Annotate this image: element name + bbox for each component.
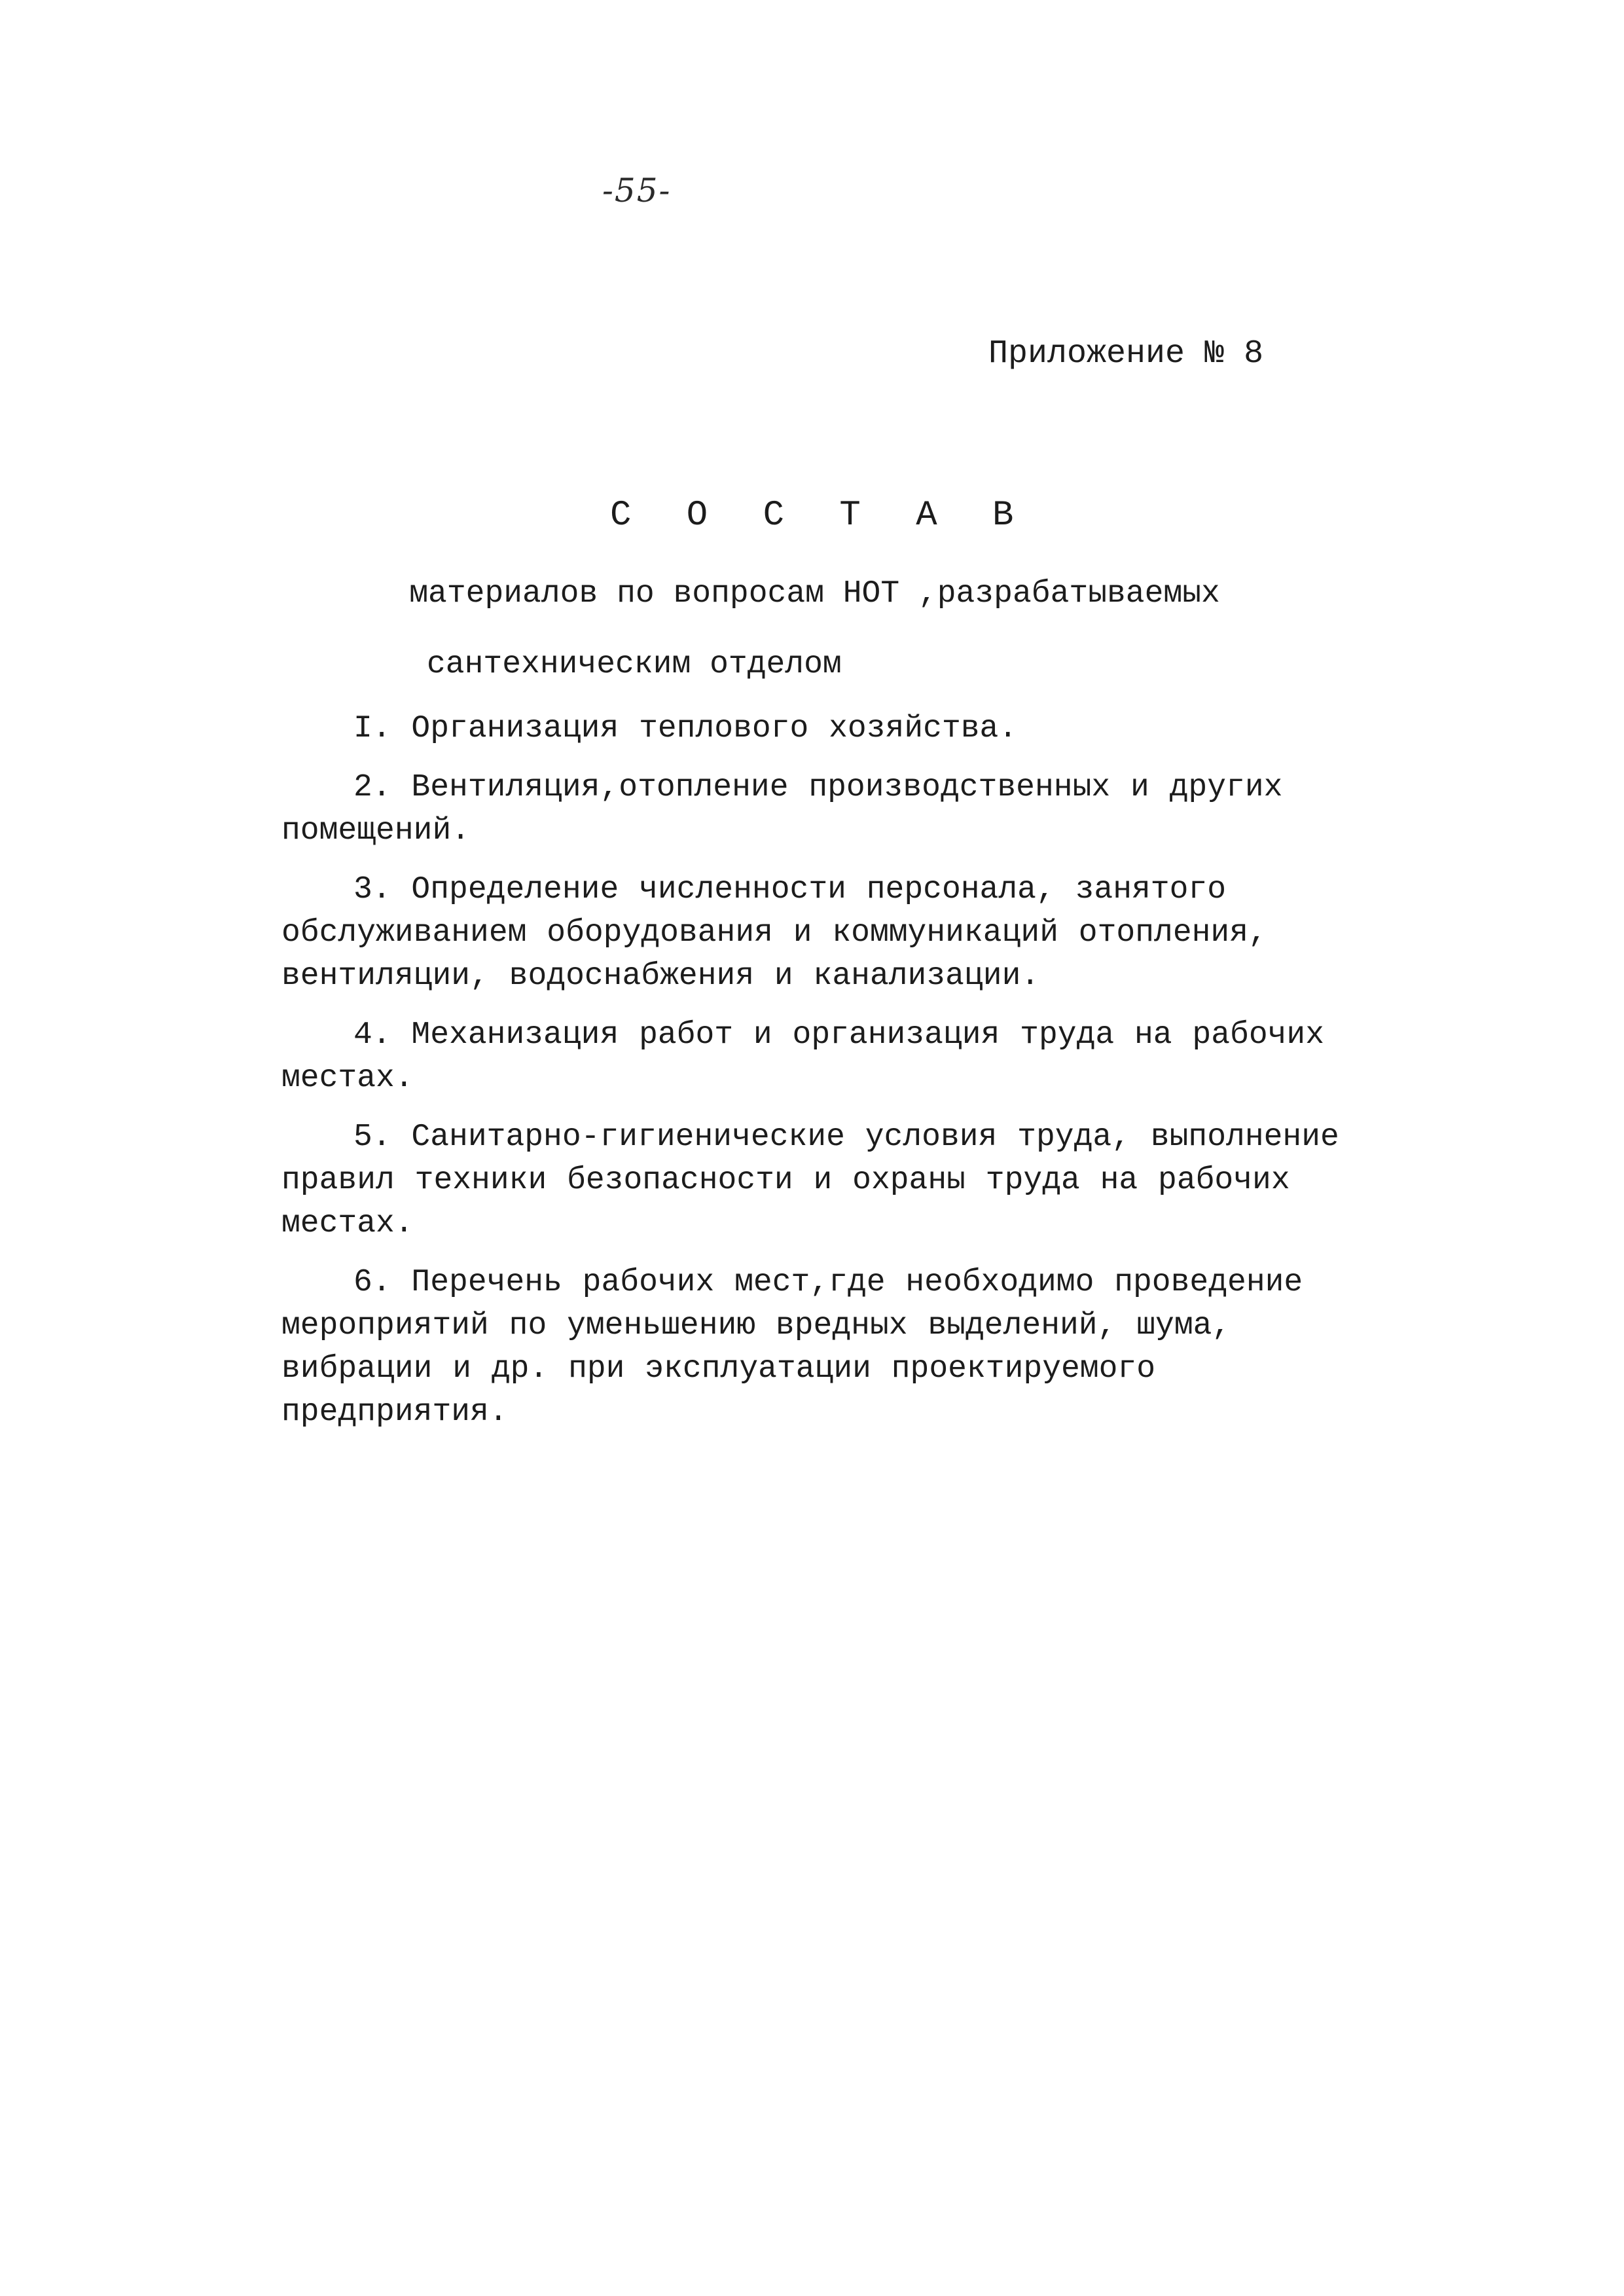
list-item: 6. Перечень рабочих мест,где необходимо проведение мероприятий по уменьшению вредных выделений, шума, вибрации и др. при эксплуатации проектируемого предприятия. [281, 1265, 1303, 1430]
list-item: I. Организация теплового хозяйства. [353, 711, 1018, 746]
list-item: 2. Вентиляция,отопление производственных и других помещений. [281, 770, 1283, 848]
subtitle-line-2: сантехническим отделом [427, 647, 842, 682]
document-title: С О С Т А В [610, 496, 1031, 536]
materials-list [281, 707, 1368, 1449]
subtitle-line-1: материалов по вопросам НОТ ,разрабатываемых [409, 576, 1220, 611]
list-item: 3. Определение численности персонала, занятого обслуживанием оборудования и коммуникаций отопления, вентиляции, водоснабжения и канализации. [281, 872, 1267, 994]
page-number: -55- [602, 172, 672, 210]
appendix-label: Приложение № 8 [988, 335, 1264, 373]
list-item: 4. Механизация работ и организация труда на рабочих местах. [281, 1017, 1325, 1096]
list-item: 5. Санитарно-гигиенические условия труда, выполнение правил техники безопасности и охраны труда на рабочих местах. [281, 1120, 1339, 1241]
